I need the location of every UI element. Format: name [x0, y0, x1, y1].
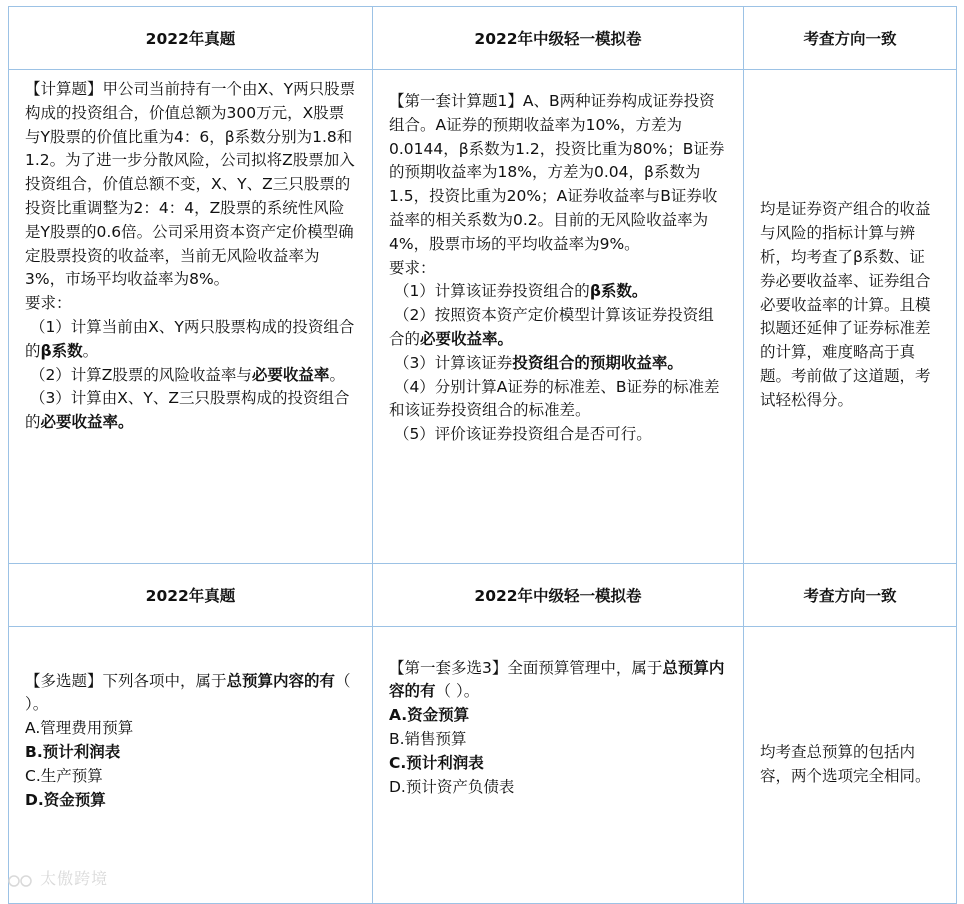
watermark-text: 太傲跨境 [40, 869, 109, 888]
question-stem: 【第一套计算题1】A、B两种证券构成证券投资组合。A证券的预期收益率为10%，方差为0.0144，β系数为1.2，投资比重为80%；B证券的预期收益率为18%，方差为0.04，β系数为1.5，投资比重为20%；A证券收益率与B证券收益率的相关系数为0.2。目前的无风险收益率为4%，股票市场的平均收益率为9%。 [389, 92, 725, 253]
question-stem: 【计算题】甲公司当前持有一个由X、Y两只股票构成的投资组合，价值总额为300万元，X股票与Y股票的价值比重为4：6，β系数分别为1.8和1.2。为了进一步分散风险，公司拟将Z股票加入投资组合，价值总额不变，X、Y、Z三只股票的投资比重调整为2：4：4，Z股票的系统性风险是Y股票的0.6倍。公司采用资本资产定价模型确定股票投资的收益率，当前无风险收益率为3%，市场平均收益率为8%。 [25, 80, 356, 289]
watermark [8, 866, 108, 889]
sub-question-3: （3）计算由X、Y、Z三只股票构成的投资组合的必要收益率。 [25, 389, 350, 432]
mock-exam-question-2 [373, 627, 744, 904]
option-b: B.销售预算 [389, 730, 467, 748]
sub-question-2: （2）计算Z股票的风险收益率与必要收益率。 [29, 365, 345, 384]
header-real-exam: 2022年真题 [9, 564, 373, 627]
header-row-2 [9, 564, 957, 627]
question-stem: 【多选题】下列各项中，属于总预算内容的有（ ）。 [25, 671, 351, 714]
header-row-1 [9, 7, 957, 70]
sub-question-5: （5）评价该证券投资组合是否可行。 [393, 425, 652, 444]
watermark-logo-icon [8, 873, 34, 887]
sub-question-2: （2）按照资本资产定价模型计算该证券投资组合的必要收益率。 [389, 306, 714, 348]
direction-note-1 [744, 70, 957, 564]
sub-question-3: （3）计算该证券投资组合的预期收益率。 [393, 353, 683, 372]
direction-text: 均是证券资产组合的收益与风险的指标计算与辨析，均考查了β系数、证券必要收益率、证券组合必要收益率的计算。且模拟题还延伸了证券标准差的计算，难度略高于真题。考前做了这道题，考试轻松得分。 [760, 200, 931, 409]
header-mock-exam: 2022年中级轻一模拟卷 [373, 564, 744, 627]
direction-note-2 [744, 627, 957, 904]
comparison-table-wrapper [8, 6, 956, 904]
sub-question-4: （4）分别计算A证券的标准差、B证券的标准差和该证券投资组合的标准差。 [389, 377, 720, 420]
header-real-exam: 2022年真题 [9, 7, 373, 70]
sub-question-1: （1）计算该证券投资组合的β系数。 [393, 282, 648, 301]
emphasis: 总预算内容的有 [389, 658, 725, 701]
option-d: D.预计资产负债表 [389, 777, 515, 796]
emphasis: 总预算内容的有 [226, 671, 336, 690]
option-a: A.资金预算 [389, 706, 470, 725]
option-c: C.生产预算 [25, 766, 103, 785]
emphasis: β系数。 [589, 282, 648, 301]
option-b: B.预计利润表 [25, 743, 121, 761]
real-exam-question-1 [9, 70, 373, 564]
requirement-label: 要求： [389, 258, 436, 277]
header-direction: 考查方向一致 [744, 7, 957, 70]
emphasis: β系数 [40, 341, 83, 360]
emphasis: 投资组合的预期收益率。 [512, 353, 683, 372]
comparison-table [8, 6, 957, 904]
direction-text: 均考查总预算的包括内容，两个选项完全相同。 [760, 743, 931, 785]
real-exam-question-2 [9, 627, 373, 904]
option-d: D.资金预算 [25, 790, 106, 809]
option-a: A.管理费用预算 [25, 719, 134, 738]
sub-question-1: （1）计算当前由X、Y两只股票构成的投资组合的β系数。 [25, 317, 355, 360]
emphasis: 必要收益率 [40, 413, 119, 432]
emphasis: 必要收益率。 [420, 329, 514, 348]
emphasis: 必要收益率 [251, 365, 330, 384]
header-direction: 考查方向一致 [744, 564, 957, 627]
option-c: C.预计利润表 [389, 753, 484, 772]
question-row-1 [9, 70, 957, 564]
mock-exam-question-1 [373, 70, 744, 564]
question-stem: 【第一套多选3】全面预算管理中，属于总预算内容的有（ ）。 [389, 658, 725, 701]
question-row-2 [9, 627, 957, 904]
requirement-label: 要求： [25, 294, 72, 313]
header-mock-exam: 2022年中级轻一模拟卷 [373, 7, 744, 70]
